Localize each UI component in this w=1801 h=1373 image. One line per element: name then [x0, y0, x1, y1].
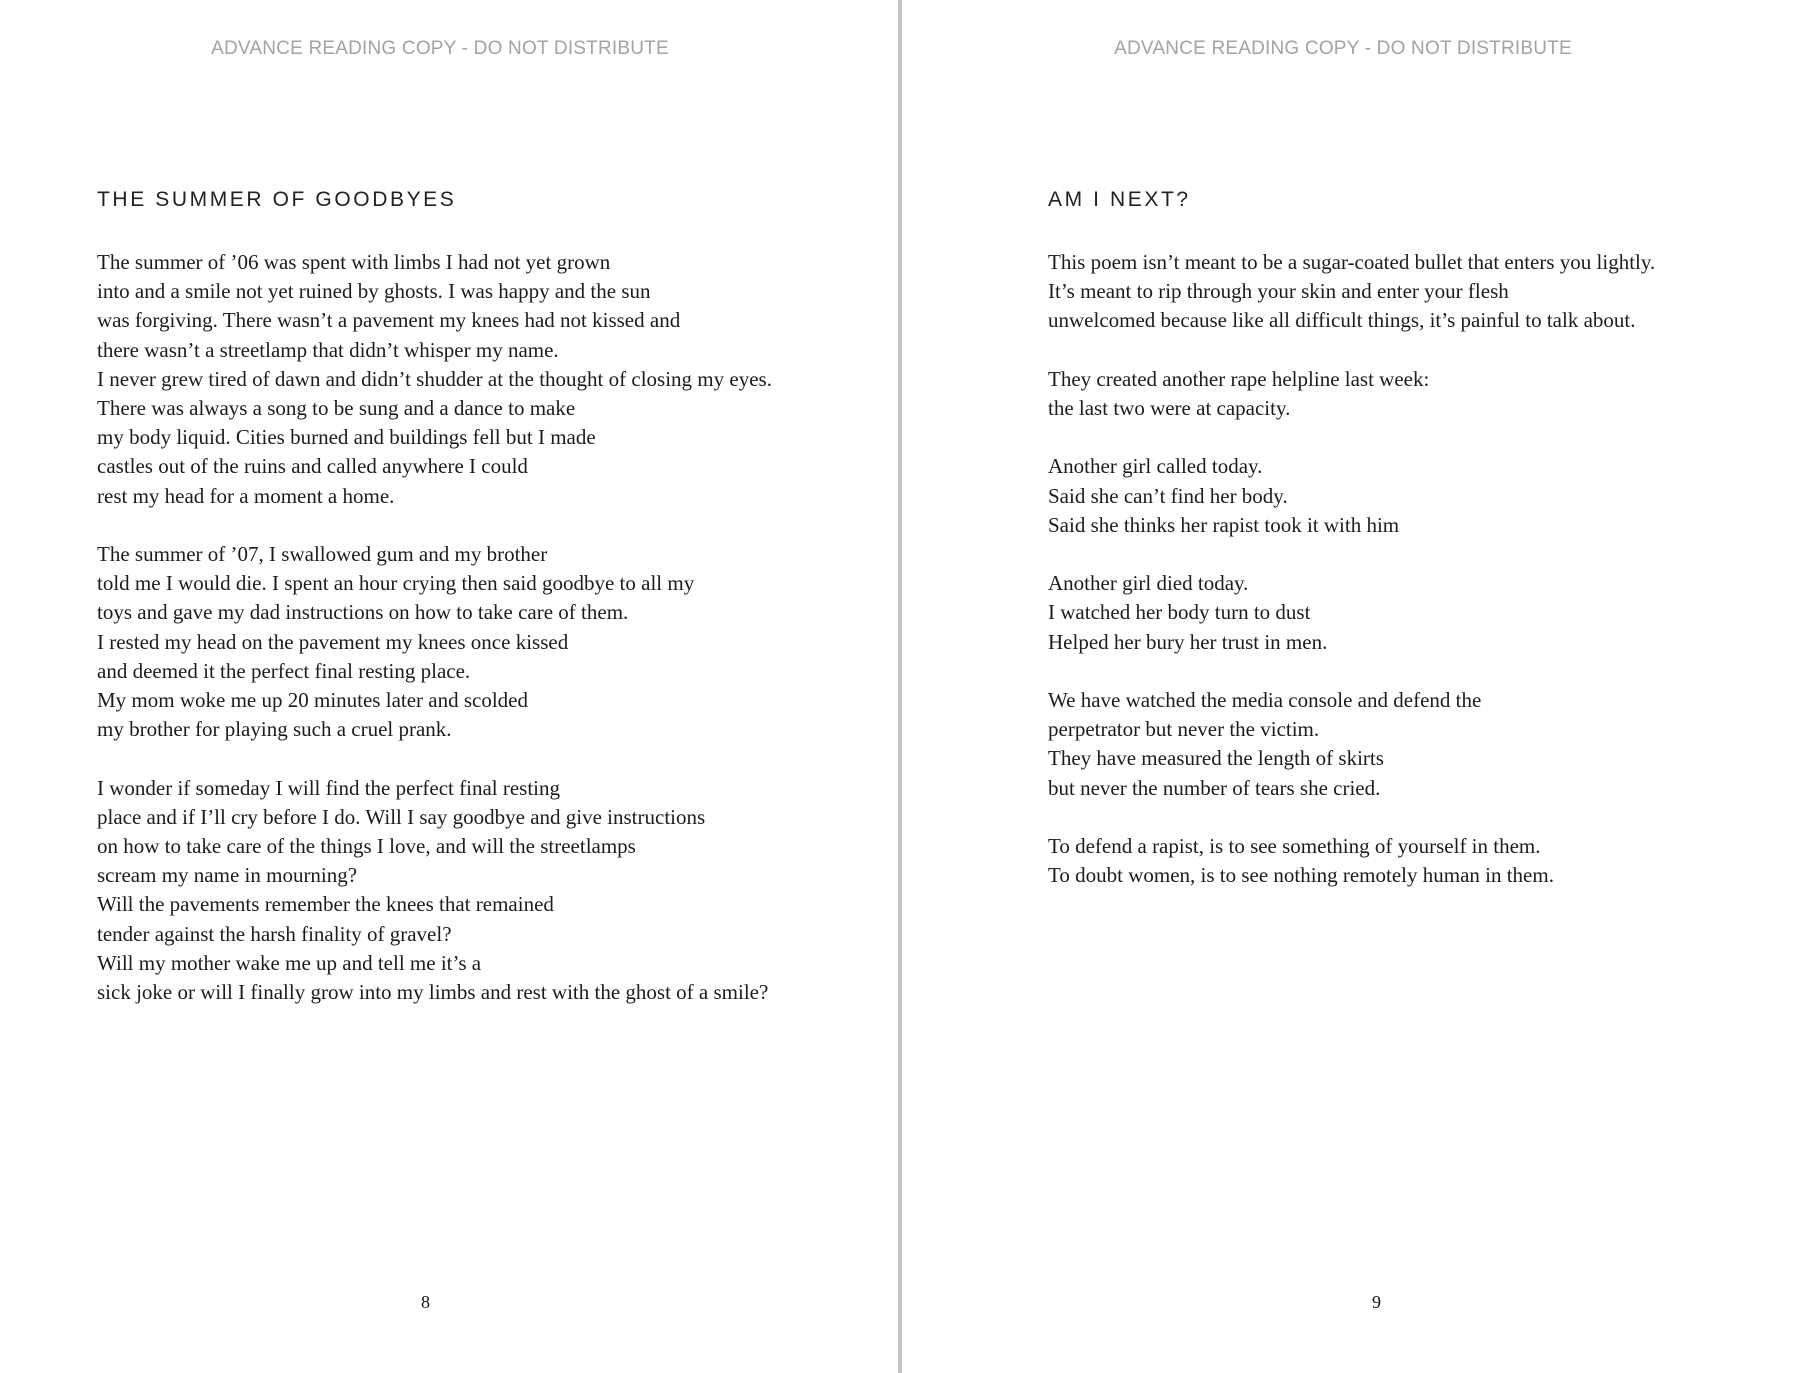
poem-line: rest my head for a moment a home.: [97, 483, 395, 508]
poem-line: on how to take care of the things I love, and will the streetlamps: [97, 834, 636, 859]
poem-line: I rested my head on the pavement my knees once kissed: [97, 629, 569, 654]
right-page: [903, 0, 1801, 1373]
poem-line: my brother for playing such a cruel prank.: [97, 717, 452, 742]
poem-line: There was always a song to be sung and a dance to make: [97, 396, 576, 421]
stanza: [97, 540, 877, 744]
stanza: [1048, 686, 1788, 803]
poem-line: We have watched the media console and defend the: [1048, 687, 1482, 712]
poem-line: but never the number of tears she cried.: [1048, 775, 1381, 800]
poem-line: unwelcomed because like all difficult things, it’s painful to talk about.: [1048, 308, 1636, 333]
poem-line: They created another rape helpline last week:: [1048, 366, 1430, 391]
poem-line: place and if I’ll cry before I do. Will I say goodbye and give instructions: [97, 804, 706, 829]
stanza: [1048, 452, 1788, 540]
poem-line: scream my name in mourning?: [97, 863, 358, 888]
stanza: [97, 248, 877, 511]
poem-line: Said she thinks her rapist took it with him: [1048, 512, 1400, 537]
stanza: [1048, 569, 1788, 657]
poem-line: told me I would die. I spent an hour crying then said goodbye to all my: [97, 571, 695, 596]
poem-line: Helped her bury her trust in men.: [1048, 629, 1328, 654]
stanza: [1048, 248, 1788, 336]
left-page: [0, 0, 898, 1373]
poem-line: toys and gave my dad instructions on how to take care of them.: [97, 600, 629, 625]
page-gutter: [898, 0, 902, 1373]
poem-line: was forgiving. There wasn’t a pavement my knees had not kissed and: [97, 308, 681, 333]
poem-line: I never grew tired of dawn and didn’t shudder at the thought of closing my eyes.: [97, 366, 772, 391]
poem-line: sick joke or will I finally grow into my limbs and rest with the ghost of a smile?: [97, 980, 769, 1005]
stanza: [1048, 365, 1788, 423]
page-number: 8: [421, 1292, 430, 1312]
poem-line: the last two were at capacity.: [1048, 396, 1291, 420]
poem-line: I watched her body turn to dust: [1048, 600, 1311, 625]
poem-line: my body liquid. Cities burned and buildings fell but I made: [97, 425, 596, 450]
poem-line: Will my mother wake me up and tell me it’s a: [97, 950, 482, 975]
stanza: [97, 774, 877, 1008]
poem-line: My mom woke me up 20 minutes later and scolded: [97, 688, 529, 713]
poem-line: I wonder if someday I will find the perfect final resting: [97, 775, 561, 800]
poem-line: Will the pavements remember the knees that remained: [97, 892, 554, 917]
watermark: ADVANCE READING COPY - DO NOT DISTRIBUTE: [1114, 38, 1572, 59]
poem-line: This poem isn’t meant to be a sugar-coated bullet that enters you lightly.: [1048, 250, 1656, 274]
poem-line: and deemed it the perfect final resting place.: [97, 658, 471, 683]
poem-title: THE SUMMER OF GOODBYES: [97, 188, 457, 211]
poem-line: They have measured the length of skirts: [1048, 746, 1384, 771]
poem-line: Another girl called today.: [1048, 454, 1263, 479]
poem-line: there wasn’t a streetlamp that didn’t whisper my name.: [97, 337, 559, 362]
poem-line: tender against the harsh finality of gravel?: [97, 921, 452, 946]
poem-line: To defend a rapist, is to see something of yourself in them.: [1048, 833, 1541, 858]
poem-line: castles out of the ruins and called anywhere I could: [97, 454, 528, 479]
poem-line: It’s meant to rip through your skin and enter your flesh: [1048, 279, 1509, 304]
stanza: [1048, 832, 1788, 890]
poem-line: Another girl died today.: [1048, 571, 1249, 596]
poem-body: [97, 248, 877, 1036]
poem-line: The summer of ’07, I swallowed gum and my brother: [97, 542, 548, 567]
poem-line: To doubt women, is to see nothing remotely human in them.: [1048, 863, 1554, 888]
poem-body: [1048, 248, 1788, 920]
poem-title: AM I NEXT?: [1048, 188, 1191, 211]
poem-line: perpetrator but never the victim.: [1048, 717, 1320, 742]
poem-line: The summer of ’06 was spent with limbs I had not yet grown: [97, 250, 611, 274]
watermark: ADVANCE READING COPY - DO NOT DISTRIBUTE: [211, 38, 669, 59]
poem-line: Said she can’t find her body.: [1048, 483, 1288, 508]
page-number: 9: [1372, 1292, 1381, 1312]
poem-line: into and a smile not yet ruined by ghosts. I was happy and the sun: [97, 279, 651, 304]
